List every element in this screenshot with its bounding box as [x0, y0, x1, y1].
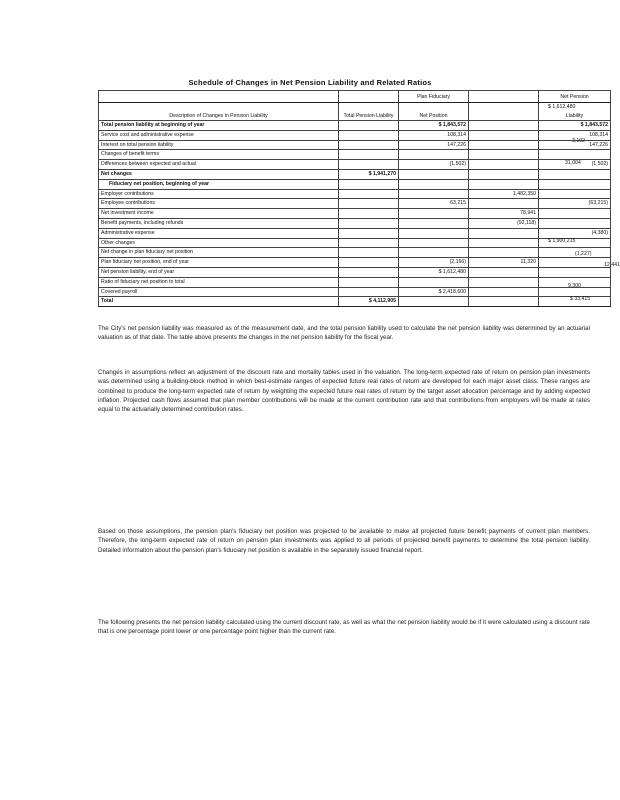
- table-row: [99, 140, 611, 150]
- table-row: [99, 199, 611, 209]
- row-value: 78,941: [469, 209, 539, 219]
- row-label: Interest on total pension liability: [99, 140, 339, 150]
- row-label: Employee contributions: [99, 199, 339, 209]
- row-value: $ 1,843,572: [539, 121, 611, 131]
- outside-value: 31,004: [565, 160, 581, 166]
- row-value: 108,314: [399, 130, 469, 140]
- table-row: [99, 189, 611, 199]
- outside-value: $ 1,612,480: [548, 104, 576, 110]
- row-label: Benefit payments, including refunds: [99, 218, 339, 228]
- table-row: [99, 287, 611, 297]
- table-header-cell: [339, 91, 399, 103]
- row-value: [339, 277, 399, 287]
- row-label: Net changes: [99, 169, 339, 179]
- row-value: [339, 287, 399, 297]
- table-row: [99, 277, 611, 287]
- row-value: [339, 121, 399, 131]
- paragraph: Changes in assumptions reflect an adjustment of the discount rate and mortality tables used in the valuation. The long-term expected rate of return on pension plan investments was determined using a building-block method in which best-estimate ranges of expected future real rates of return are developed for each major asset class. These ranges are combined to produce the long-term expected rate of return by weighting the expected future real rates of return by the target asset allocation percentage and by adding expected inflation. Projected cash flows assumed that plan member contributions will be made at the current contribution rate and that contributions from employers will be made at rates equal to the actuarially determined contribution rates.: [98, 369, 590, 414]
- table-row: [99, 169, 611, 179]
- row-value: (1,502): [399, 160, 469, 170]
- table-row: [99, 150, 611, 160]
- row-value: [539, 150, 611, 160]
- row-value: 11,320: [469, 258, 539, 268]
- row-value: [539, 258, 611, 268]
- row-value: [399, 218, 469, 228]
- row-value: $ 1,941,270: [339, 169, 399, 179]
- row-value: $ 1,843,572: [399, 121, 469, 131]
- row-value: [339, 267, 399, 277]
- row-value: [399, 228, 469, 238]
- row-label: Fiduciary net position, beginning of year: [99, 179, 339, 189]
- table-row: [99, 209, 611, 219]
- row-label: Total pension liability at beginning of year: [99, 121, 339, 131]
- row-value: [469, 267, 539, 277]
- row-value: [339, 209, 399, 219]
- row-value: [539, 267, 611, 277]
- row-value: [469, 199, 539, 209]
- row-value: (2,166): [399, 258, 469, 268]
- row-value: [339, 130, 399, 140]
- row-label: Administrative expense: [99, 228, 339, 238]
- table-header-cell: Net Pension: [539, 91, 611, 103]
- table-row: [99, 121, 611, 131]
- table-header-cell: Plan Fiduciary: [399, 91, 469, 103]
- row-label: Total: [99, 297, 339, 307]
- row-value: [339, 228, 399, 238]
- row-value: [539, 169, 611, 179]
- row-value: [339, 218, 399, 228]
- row-value: [539, 209, 611, 219]
- table-header-row: [99, 91, 611, 103]
- row-value: [399, 277, 469, 287]
- row-value: [469, 277, 539, 287]
- row-label: Differences between expected and actual: [99, 160, 339, 170]
- table-row: [99, 297, 611, 307]
- outside-value: $ 33,415: [570, 296, 591, 302]
- row-value: [469, 179, 539, 189]
- table-row: [99, 248, 611, 258]
- row-label: Employer contributions: [99, 189, 339, 199]
- row-value: [399, 209, 469, 219]
- row-value: [469, 228, 539, 238]
- row-value: (63,215): [539, 199, 611, 209]
- row-value: (92,118): [469, 218, 539, 228]
- row-value: [339, 199, 399, 209]
- row-value: [339, 258, 399, 268]
- row-value: [469, 248, 539, 258]
- outside-value: 12,441: [604, 262, 620, 268]
- row-value: [399, 248, 469, 258]
- paragraph: The following presents the net pension liability calculated using the current discount rate, as well as what the net pension liability would be if it were calculated using a discount rate that is one percentage point lower or one percentage point higher than the current rate.: [98, 619, 590, 636]
- table-header-cell: Total Pension Liability: [339, 103, 399, 121]
- row-value: [469, 287, 539, 297]
- row-value: [539, 218, 611, 228]
- row-value: [339, 179, 399, 189]
- table-header-cell: [469, 103, 539, 121]
- row-value: [399, 169, 469, 179]
- row-value: [469, 160, 539, 170]
- row-value: [469, 140, 539, 150]
- table-row: [99, 267, 611, 277]
- table-header-cell: Description of Changes in Pension Liability: [99, 103, 339, 121]
- row-value: $ 2,418,600: [399, 287, 469, 297]
- row-value: [339, 189, 399, 199]
- row-value: 1,482,350: [469, 189, 539, 199]
- table-header-cell: [99, 91, 339, 103]
- row-value: 63,215: [399, 199, 469, 209]
- table-row: [99, 218, 611, 228]
- row-value: [469, 297, 539, 307]
- table-header-cell: Liability: [539, 103, 611, 121]
- row-label: Net investment income: [99, 209, 339, 219]
- table-row: [99, 238, 611, 248]
- row-value: [339, 238, 399, 248]
- table-row: [99, 179, 611, 189]
- row-value: [399, 297, 469, 307]
- row-value: 108,314: [539, 130, 611, 140]
- row-value: [469, 169, 539, 179]
- paragraph: The City's net pension liability was measured as of the measurement date, and the total pension liability used to calculate the net pension liability was determined by an actuarial valuation as of that date. The table above presents the changes in the net pension liability for the fiscal year.: [98, 325, 590, 342]
- row-label: Service cost and administrative expense: [99, 130, 339, 140]
- row-value: [339, 150, 399, 160]
- table-header-cell: Net Position: [399, 103, 469, 121]
- row-value: $ 1,612,480: [399, 267, 469, 277]
- pension-table: [98, 90, 611, 307]
- row-value: (1,502): [539, 160, 611, 170]
- row-label: Net change in plan fiduciary net position: [99, 248, 339, 258]
- row-value: [339, 248, 399, 258]
- row-label: Ratio of fiduciary net position to total: [99, 277, 339, 287]
- row-value: $ 4,112,905: [339, 297, 399, 307]
- row-value: [469, 238, 539, 248]
- row-label: Net pension liability, end of year: [99, 267, 339, 277]
- table-row: [99, 258, 611, 268]
- row-label: Covered payroll: [99, 287, 339, 297]
- outside-value: 3,102: [572, 138, 585, 144]
- table-row: [99, 160, 611, 170]
- row-value: 147,226: [399, 140, 469, 150]
- row-value: (4,380): [539, 228, 611, 238]
- table-row: [99, 130, 611, 140]
- row-value: [539, 189, 611, 199]
- row-value: [399, 189, 469, 199]
- row-value: [399, 179, 469, 189]
- row-value: [339, 140, 399, 150]
- row-value: [469, 150, 539, 160]
- row-value: [539, 179, 611, 189]
- row-label: Changes of benefit terms: [99, 150, 339, 160]
- row-value: 147,226: [539, 140, 611, 150]
- row-value: [339, 160, 399, 170]
- table-row: [99, 228, 611, 238]
- table-header-cell: [469, 91, 539, 103]
- outside-value: 9,300: [568, 283, 581, 289]
- row-label: Other changes: [99, 238, 339, 248]
- row-value: [399, 238, 469, 248]
- row-value: [399, 150, 469, 160]
- outside-value: (1,227): [575, 251, 592, 257]
- outside-value: $ 1,900,215: [548, 238, 576, 244]
- document-title: Schedule of Changes in Net Pension Liability and Related Ratios: [188, 78, 432, 87]
- table-header-row: [99, 103, 611, 121]
- row-value: [469, 130, 539, 140]
- row-value: [469, 121, 539, 131]
- row-label: Plan fiduciary net position, end of year: [99, 258, 339, 268]
- paragraph: Based on those assumptions, the pension plan's fiduciary net position was projected to be available to make all projected future benefit payments of current plan members. Therefore, the long-term expected rate of return on pension plan investments was applied to all periods of projected benefit payments to determine the total pension liability. Detailed information about the pension plan's fiduciary net position is available in the separately issued financial report.: [98, 528, 590, 554]
